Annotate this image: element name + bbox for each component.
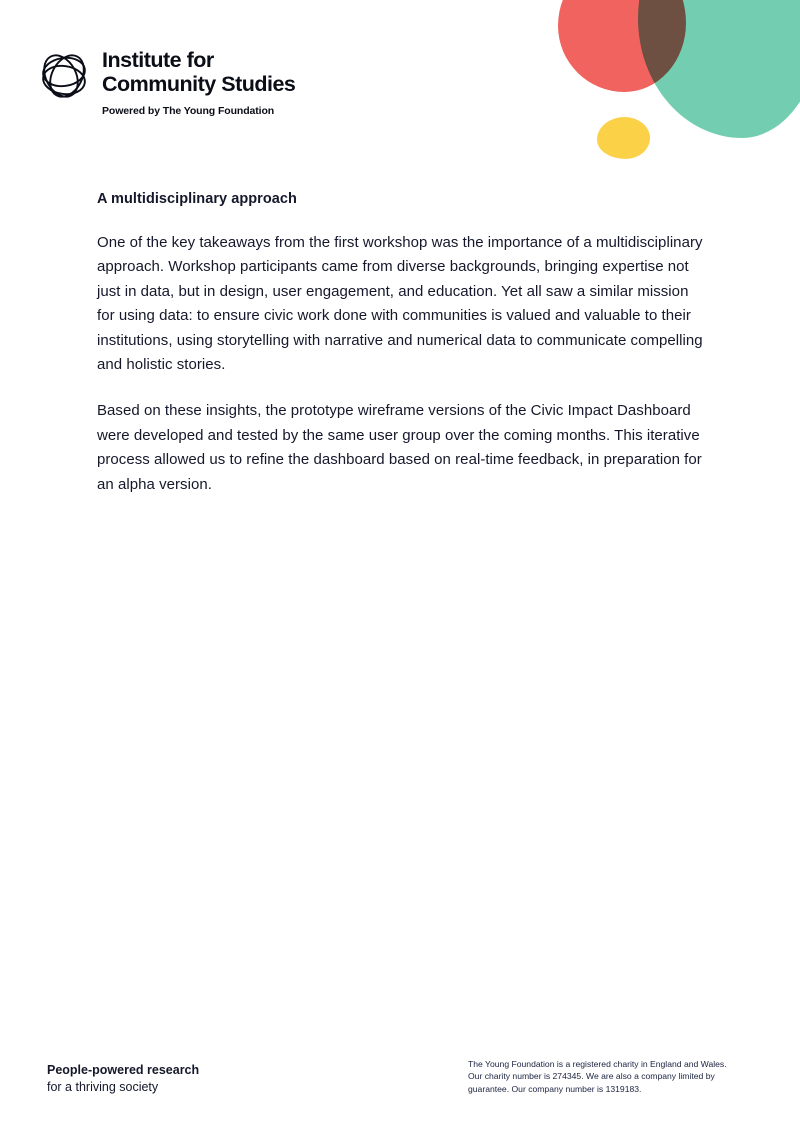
brand-title-line-2: Community Studies bbox=[102, 72, 296, 96]
footer-tagline-bold: People-powered research bbox=[47, 1063, 200, 1077]
section-heading: A multidisciplinary approach bbox=[97, 191, 297, 207]
brand-lockup bbox=[38, 46, 295, 118]
brand-title-line-1: Institute for bbox=[102, 48, 214, 72]
green-blob bbox=[638, 0, 800, 138]
footer-legal-line-3: guarantee. Our company number is 1319183. bbox=[468, 1083, 642, 1094]
brand-wordmark bbox=[102, 46, 295, 118]
red-blob bbox=[558, 0, 686, 92]
body-paragraph-1: One of the key takeaways from the first workshop was the importance of a multidisciplinary approach. Workshop participants came from diverse backgrounds, bringing expertise not just in data, but in design, user engagement, and education. Yet all saw a similar mission for using data: to ensure civic work done with communities is valued and valuable to their institutions, using storytelling with narrative and numerical data to communicate compelling and holistic stories. bbox=[97, 234, 703, 374]
decorative-blob-cluster bbox=[540, 0, 800, 200]
footer-legal-text bbox=[468, 1058, 768, 1095]
footer-tagline bbox=[47, 1062, 199, 1095]
brand-tagline: Powered by The Young Foundation bbox=[102, 105, 275, 117]
footer-legal-line-2: Our charity number is 274345. We are also a company limited by bbox=[468, 1071, 715, 1082]
page-footer bbox=[0, 1020, 800, 1132]
interlocking-loops-mark-icon bbox=[38, 48, 90, 104]
yellow-blob bbox=[597, 117, 650, 159]
article-body bbox=[97, 190, 709, 497]
footer-tagline-light: for a thriving society bbox=[47, 1079, 159, 1094]
body-paragraph-2: Based on these insights, the prototype wireframe versions of the Civic Impact Dashboard were developed and tested by the same user group over the coming months. This iterative process allowed us to refine the dashboard based on real-time feedback, in preparation for an alpha version. bbox=[97, 402, 702, 493]
footer-legal-line-1: The Young Foundation is a registered charity in England and Wales. bbox=[468, 1059, 727, 1069]
